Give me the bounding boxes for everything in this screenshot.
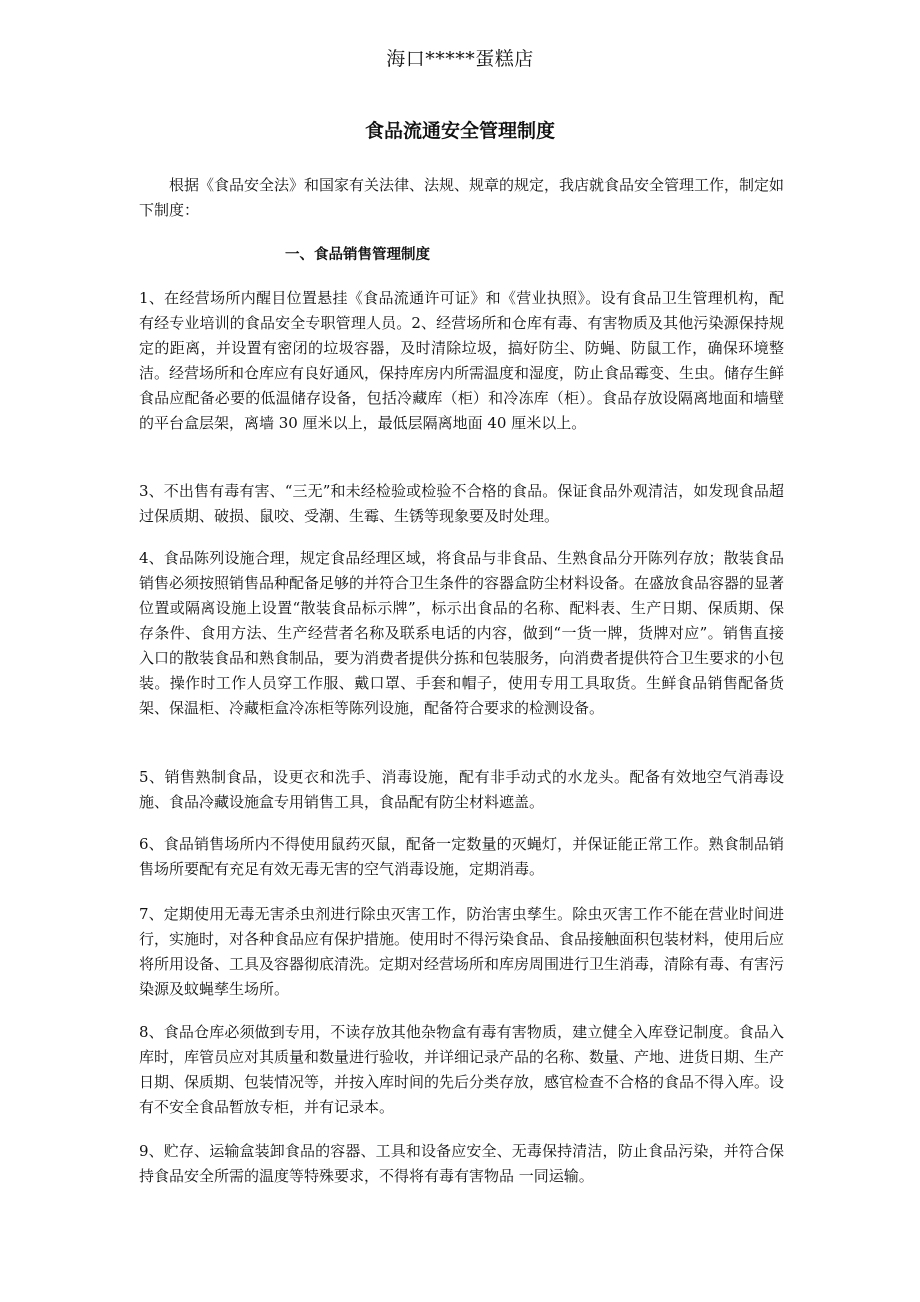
store-header: 海口*****蛋糕店 [386, 48, 534, 70]
paragraph-1-2: 1、在经营场所内醒目位置悬挂《食品流通许可证》和《营业执照》。设有食品卫生管理机构，配有经专业培训的食品安全专职管理人员。2、经营场所和仓库有毒、有害物质及其他污染源保持规定的距离，并设置有密闭的垃圾容器，及时清除垃圾，搞好防尘、防蝇、防鼠工作，确保环境整洁。经营场所和仓库应有良好通风，保持库房内所需温度和湿度，防止食品霉变、生虫。储存生鲜食品应配备必要的低温储存设备，包括冷藏库（柜）和冷冻库（柜）。食品存放设隔离地面和墙壁的平台盒层架，离墙 30 厘米以上，最低层隔离地面 40 厘米以上。 [139, 289, 785, 432]
document-title: 食品流通安全管理制度 [364, 120, 555, 142]
intro-paragraph: 根据《食品安全法》和国家有关法律、法规、规章的规定，我店就食品安全管理工作，制定如下制度： [139, 176, 785, 219]
paragraph-4: 4、食品陈列设施合理，规定食品经理区域，将食品与非食品、生熟食品分开陈列存放；散装食品销售必须按照销售品种配备足够的并符合卫生条件的容器盒防尘材料设备。在盛放食品容器的显著位置或隔离设施上设置“散装食品标示牌”，标示出食品的名称、配料表、生产日期、保质期、保存条件、食用方法、生产经营者名称及联系电话的内容，做到“一货一牌，货牌对应”。销售直接入口的散装食品和熟食制品，要为消费者提供分拣和包装服务，向消费者提供符合卫生要求的小包装。操作时工作人员穿工作服、戴口罩、手套和帽子，使用专用工具取货。生鲜食品销售配备货架、保温柜、冷藏柜盒冷冻柜等陈列设施，配备符合要求的检测设备。 [139, 549, 785, 717]
paragraph-3: 3、不出售有毒有害、“三无”和未经检验或检验不合格的食品。保证食品外观清洁，如发现食品超过保质期、破损、鼠咬、受潮、生霉、生锈等现象要及时处理。 [139, 482, 784, 525]
section-heading: 一、食品销售管理制度 [285, 247, 430, 263]
paragraph-8: 8、食品仓库必须做到专用，不读存放其他杂物盒有毒有害物质，建立健全入库登记制度。食品入库时，库管员应对其质量和数量进行验收，并详细记录产品的名称、数量、产地、进货日期、生产日期、保质期、包装情况等，并按入库时间的先后分类存放，感官检查不合格的食品不得入库。设有不安全食品暂放专柜，并有记录本。 [139, 1023, 785, 1116]
paragraph-7: 7、定期使用无毒无害杀虫剂进行除虫灭害工作，防治害虫孳生。除虫灭害工作不能在营业时间进行，实施时，对各种食品应有保护措施。使用时不得污染食品、食品接触面积包装材料，使用后应将所用设备、工具及容器彻底清洗。定期对经营场所和库房周围进行卫生消毒，清除有毒、有害污染源及蚊蝇孳生场所。 [139, 905, 785, 998]
paragraph-5: 5、销售熟制食品，设更衣和洗手、消毒设施，配有非手动式的水龙头。配备有效地空气消毒设施、食品冷藏设施盒专用销售工具，食品配有防尘材料遮盖。 [139, 768, 784, 811]
paragraph-6: 6、食品销售场所内不得使用鼠药灭鼠，配备一定数量的灭蝇灯，并保证能正常工作。熟食制品销售场所要配有充足有效无毒无害的空气消毒设施，定期消毒。 [139, 835, 784, 878]
paragraph-9: 9、贮存、运输盒装卸食品的容器、工具和设备应安全、无毒保持清洁，防止食品污染，并符合保持食品安全所需的温度等特殊要求，不得将有毒有害物品 一同运输。 [139, 1142, 784, 1185]
